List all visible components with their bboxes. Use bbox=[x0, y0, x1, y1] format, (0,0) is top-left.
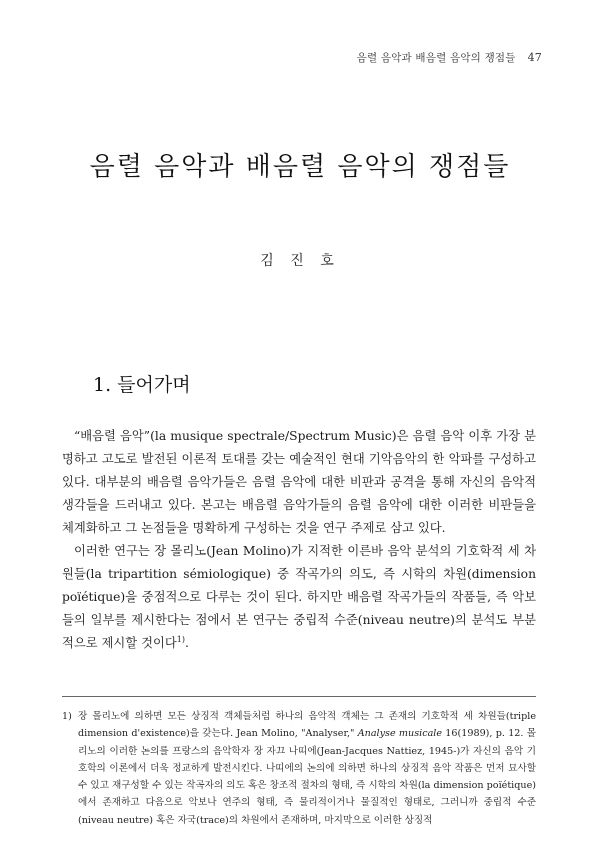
body-text bbox=[62, 425, 536, 655]
footnote-text-part2: 16(1989), p. 12. 몰리노의 이러한 논의를 프랑스의 음악학자 장 자끄 나띠에(Jean-Jacques Nattiez, 1945-)가 자신의 음악 기호학의 이론에서 더욱 정교하게 발전시킨다. 나띠에의 논의에 의하면 하나의 상징적 음악 작품은 먼저 묘사할 수 있고 재구성할 수 있는 작곡자의 의도 혹은 창조적 절차의 형태, 즉 시학의 차원(la dimension poïétique)에서 존재하고 다음으로 악보나 연주의 형태, 즉 물리적이거나 물질적인 형태로, 그러니까 중립적 수준(niveau neutre) 혹은 자국(trace)의 차원에서 존재하며, 마지막으로 이러한 상징적 bbox=[78, 728, 537, 826]
author-name: 김 진 호 bbox=[260, 253, 340, 269]
paper-title: 음렬 음악과 배음렬 음악의 쟁점들 bbox=[89, 152, 511, 182]
footnote-text bbox=[78, 708, 536, 829]
footnote-divider bbox=[62, 696, 536, 697]
paragraph-2-text: 이러한 연구는 장 몰리노(Jean Molino)가 지적한 이른바 음악 분석의 기호학적 세 차원들(la tripartition sémiologique) 중 작곡가의 의도, 즉 시학의 차원(dimension poïétique)을 중점적으로 다루는 것이 된다. 하지만 배음렬 작곡가들의 작품들, 즉 악보들의 일부를 제시한다는 점에서 본 연구는 중립적 수준(niveau neutre)의 분석도 부분적으로 제시할 것이다 bbox=[62, 544, 536, 650]
running-title: 음렬 음악과 배음렬 음악의 쟁점들 bbox=[356, 52, 516, 64]
footnote bbox=[62, 708, 536, 829]
paragraph-2: 이러한 연구는 장 몰리노(Jean Molino)가 지적한 이른바 음악 분석의 기호학적 세 차원들(la tripartition sémiologique) 중 작곡가의 의도, 즉 시학의 차원(dimension poïétique)을 중점적으로 다루는 것이 된다. 하지만 배음렬 작곡가들의 작품들, 즉 악보들의 일부를 제시한다는 점에서 본 연구는 중립적 수준(niveau neutre)의 분석도 부분적으로 제시할 것이다$^{1)}$. bbox=[62, 544, 536, 650]
paragraph-1: “배음렬 음악”(la musique spectrale/Spectrum Music)은 음렬 음악 이후 가장 분명하고 고도로 발전된 이론적 토대를 갖는 예술적인 현대 기악음악의 한 악파를 구성하고 있다. 대부분의 배음렬 음악가들은 음렬 음악에 대한 비판과 공격을 통해 자신의 음악적 생각들을 드러내고 있다. 본고는 배음렬 음악가들의 음렬 음악에 대한 이러한 비판들을 체계화하고 그 논점들을 명확하게 구성하는 것을 연구 주제로 삼고 있다. bbox=[62, 429, 536, 535]
footnote-journal-title: Analyse musicale bbox=[357, 728, 443, 740]
running-header bbox=[357, 50, 542, 65]
section-heading: 1. 들어가며 bbox=[93, 374, 191, 396]
footnote-text-part1: 장 몰리노에 의하면 모든 상징적 객체들처럼 하나의 음악적 객체는 그 존재의 기호학적 세 차원들(triple dimension d'existence)을 갖는다. Jean Molino, "Analyser," bbox=[78, 711, 536, 740]
page-number: 47 bbox=[527, 51, 542, 64]
footnote-reference[interactable]: 1) bbox=[176, 634, 185, 644]
footnote-number: 1) bbox=[62, 711, 72, 722]
